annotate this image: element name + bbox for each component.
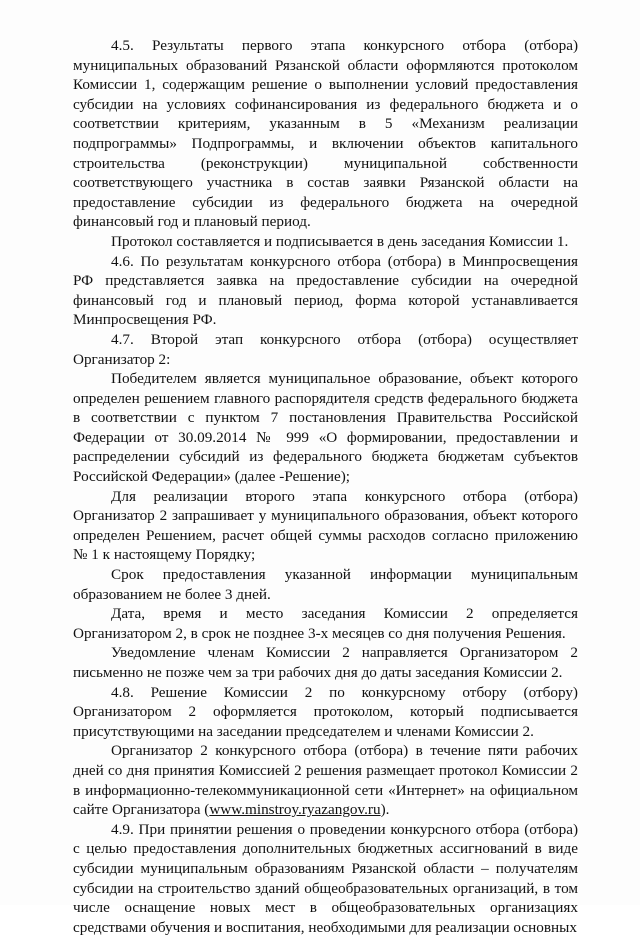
paragraph-winner: Победителем является муниципальное образование, объект которого определен решением главного распорядителя средств федерального бюджета в соответствии с пунктом 7 постановления Правительства Российской Федерации от 30.09.2014 № 999 «О формировании, предоставлении и распределении субсидий из федерального бюджета бюджетам субъектов Российской Федерации» (далее -Решение); [73, 370, 578, 486]
paragraph-publication [73, 741, 578, 819]
paragraph-4-8: 4.8. Решение Комиссии 2 по конкурсному отбору (отбору) Организатором 2 оформляется протоколом, который подписывается присутствующими на заседании председателем и членами Комиссии 2. [73, 683, 578, 740]
paragraph-second-stage: Для реализации второго этапа конкурсного отбора (отбора) Организатор 2 запрашивает у муниципального образования, объект которого определен Решением, расчет общей суммы расходов согласно приложению № 1 к настоящему Порядку; [73, 487, 578, 564]
website-link[interactable]: www.minstroy.ryazangov.ru [209, 801, 381, 819]
document-body [73, 36, 578, 937]
paragraph-4-5: 4.5. Результаты первого этапа конкурсного отбора (отбора) муниципальных образований Рязанской области оформляются протоколом Комиссии 1, содержащим решение о выполнении условий предоставления субсидии на условиях софинансирования из федерального бюджета и о соответствии критериям, указанным в 5 «Механизм реализации подпрограммы» Подпрограммы, и включении объектов капитального строительства (реконструкции) муниципальной собственности соответствующего участника в состав заявки Рязанской области на предоставление субсидии из федерального бюджета на очередной финансовый год и плановый период. [73, 37, 578, 231]
paragraph-4-6: 4.6. По результатам конкурсного отбора (отбора) в Минпросвещения РФ представляется заявка на предоставление субсидии на очередной финансовый год и плановый период, форма которой устанавливается Минпросвещения РФ. [73, 252, 578, 329]
paragraph-deadline: Срок предоставления указанной информации муниципальным образованием не более 3 дней. [73, 566, 578, 603]
paragraph-4-9: 4.9. При принятии решения о проведении конкурсного отбора (отбора) с целью предоставления дополнительных бюджетных ассигнований в виде субсидии муниципальным образованиям Рязанской области – получателям субсидии на строительство зданий общеобразовательных организаций, в том числе оснащение новых мест в общеобразовательных организациях средствами обучения и воспитания, необходимыми для реализации основных [73, 820, 578, 936]
paragraph-meeting-date: Дата, время и место заседания Комиссии 2 определяется Организатором 2, в срок не позднее 3-х месяцев со дня получения Решения. [73, 605, 578, 642]
paragraph-protocol-signing: Протокол составляется и подписывается в день заседания Комиссии 1. [111, 232, 569, 250]
publication-text-end: ). [380, 801, 390, 819]
publication-text: Организатор 2 конкурсного отбора (отбора) в течение пяти рабочих дней со дня принятия Комиссией 2 решения размещает протокол Комиссии 2 в информационно-телекоммуникационной сети «Интернет» на официальном сайте Организатора ( [73, 742, 578, 819]
paragraph-4-7: 4.7. Второй этап конкурсного отбора (отбора) осуществляет Организатор 2: [73, 330, 578, 368]
paragraph-notification: Уведомление членам Комиссии 2 направляется Организатором 2 письменно не позже чем за три рабочих дня до даты заседания Комиссии 2. [73, 644, 578, 681]
